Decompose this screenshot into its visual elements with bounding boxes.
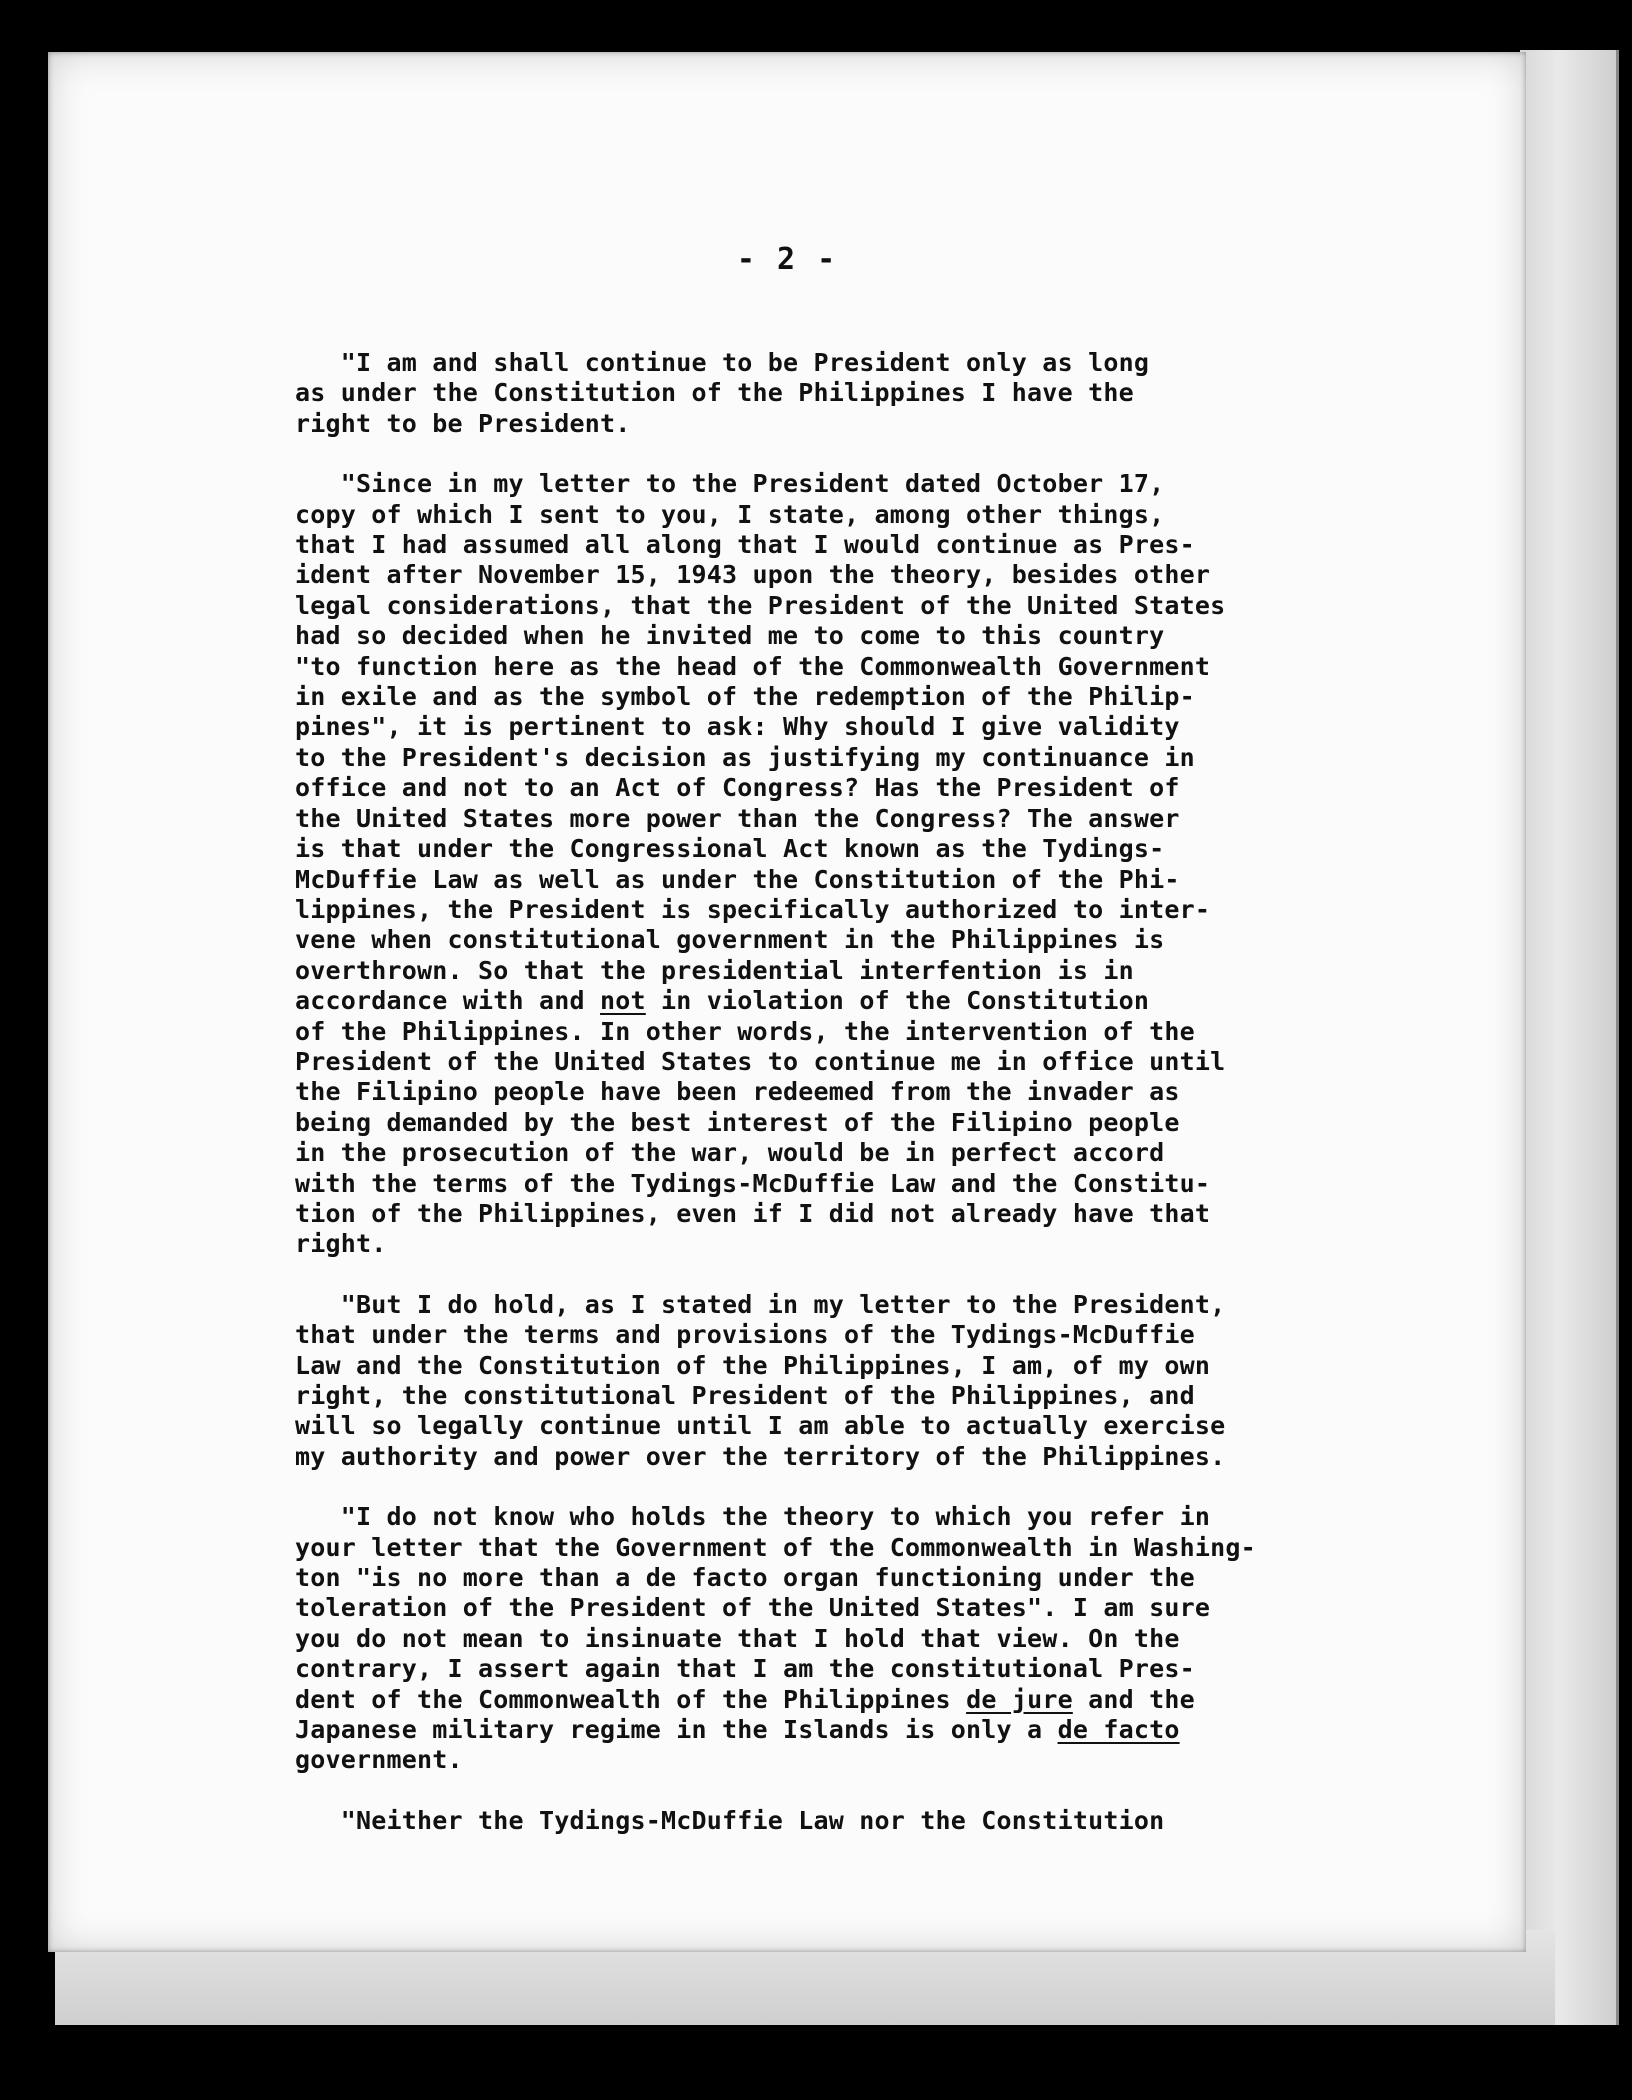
text-line: ident after November 15, 1943 upon the theory, besides other xyxy=(295,560,1211,590)
text-line: being demanded by the best interest of the Filipino people xyxy=(295,1107,1180,1137)
text-line: copy of which I sent to you, I state, among other things, xyxy=(295,499,1165,529)
text-line: as under the Constitution of the Philippines I have the xyxy=(295,378,1134,408)
paragraph xyxy=(295,1806,1355,1836)
text-line: is that under the Congressional Act known as the Tydings- xyxy=(295,834,1165,864)
text-line: had so decided when he invited me to come to this country xyxy=(295,621,1165,651)
text-line: to the President's decision as justifying my continuance in xyxy=(295,742,1195,772)
underlined-term: not xyxy=(600,986,646,1016)
paragraph xyxy=(295,469,1355,1260)
text-line: your letter that the Government of the Commonwealth in Washing- xyxy=(295,1532,1256,1562)
text-line: "to function here as the head of the Commonwealth Government xyxy=(295,651,1211,681)
underlying-sheet-edge xyxy=(1520,50,1619,2025)
text-line: "Neither the Tydings-McDuffie Law nor the Constitution xyxy=(295,1805,1165,1835)
text-line xyxy=(295,1715,1355,1745)
text-line: in exile and as the symbol of the redemption of the Philip- xyxy=(295,682,1195,712)
text-line: that under the terms and provisions of the Tydings-McDuffie xyxy=(295,1320,1195,1350)
text-line: vene when constitutional government in the Philippines is xyxy=(295,925,1165,955)
text-line: "Since in my letter to the President dated October 17, xyxy=(295,469,1165,499)
text-segment: in violation of the Constitution xyxy=(645,986,1150,1016)
text-line: of the Philippines. In other words, the intervention of the xyxy=(295,1016,1195,1046)
text-line: "I am and shall continue to be President only as long xyxy=(295,348,1150,377)
text-line: McDuffie Law as well as under the Constitution of the Phi- xyxy=(295,864,1180,894)
text-line: overthrown. So that the presidential interfention is in xyxy=(295,955,1134,985)
paragraph xyxy=(295,1290,1355,1472)
text-line: ton "is no more than a de facto organ functioning under the xyxy=(295,1563,1195,1593)
text-segment: accordance with and xyxy=(295,986,601,1016)
text-line: "I do not know who holds the theory to which you refer in xyxy=(295,1502,1211,1532)
text-line: you do not mean to insinuate that I hold that view. On the xyxy=(295,1623,1180,1653)
text-line xyxy=(295,986,1355,1016)
text-segment: Japanese military regime in the Islands is only a xyxy=(295,1715,1058,1745)
text-line: right. xyxy=(295,1229,387,1259)
page-number: - 2 - xyxy=(736,242,838,277)
text-line: legal considerations, that the President of the United States xyxy=(295,590,1226,620)
underlined-term: de facto xyxy=(1057,1715,1180,1745)
text-line: right to be President. xyxy=(295,408,631,438)
text-segment: dent of the Commonwealth of the Philippines xyxy=(295,1684,967,1714)
paragraph xyxy=(295,1502,1355,1776)
text-line: "But I do hold, as I stated in my letter to the President, xyxy=(295,1289,1226,1319)
underlined-term: de jure xyxy=(966,1684,1073,1714)
text-line: President of the United States to continue me in office until xyxy=(295,1046,1226,1076)
text-line: right, the constitutional President of the Philippines, and xyxy=(295,1381,1195,1410)
text-line: office and not to an Act of Congress? Has the President of xyxy=(295,773,1180,803)
letter-body xyxy=(295,348,1355,1866)
text-line: government. xyxy=(295,1745,463,1775)
text-line: tion of the Philippines, even if I did not already have that xyxy=(295,1198,1211,1228)
text-line: my authority and power over the territory of the Philippines. xyxy=(295,1441,1226,1471)
text-line: with the terms of the Tydings-McDuffie Law and the Constitu- xyxy=(295,1168,1211,1198)
text-line: the United States more power than the Congress? The answer xyxy=(295,803,1180,833)
text-line: toleration of the President of the United States". I am sure xyxy=(295,1593,1211,1623)
text-line: will so legally continue until I am able to actually exercise xyxy=(295,1411,1226,1441)
text-line: contrary, I assert again that I am the constitutional Pres- xyxy=(295,1654,1195,1684)
paragraph xyxy=(295,348,1355,439)
text-line: pines", it is pertinent to ask: Why should I give validity xyxy=(295,712,1180,742)
text-line: the Filipino people have been redeemed from the invader as xyxy=(295,1077,1180,1107)
text-line: that I had assumed all along that I would continue as Pres- xyxy=(295,530,1195,560)
text-line: Law and the Constitution of the Philippines, I am, of my own xyxy=(295,1350,1211,1380)
text-segment: and the xyxy=(1072,1684,1195,1714)
text-line: lippines, the President is specifically authorized to inter- xyxy=(295,894,1211,924)
text-line xyxy=(295,1685,1355,1715)
text-line: in the prosecution of the war, would be in perfect accord xyxy=(295,1138,1165,1168)
